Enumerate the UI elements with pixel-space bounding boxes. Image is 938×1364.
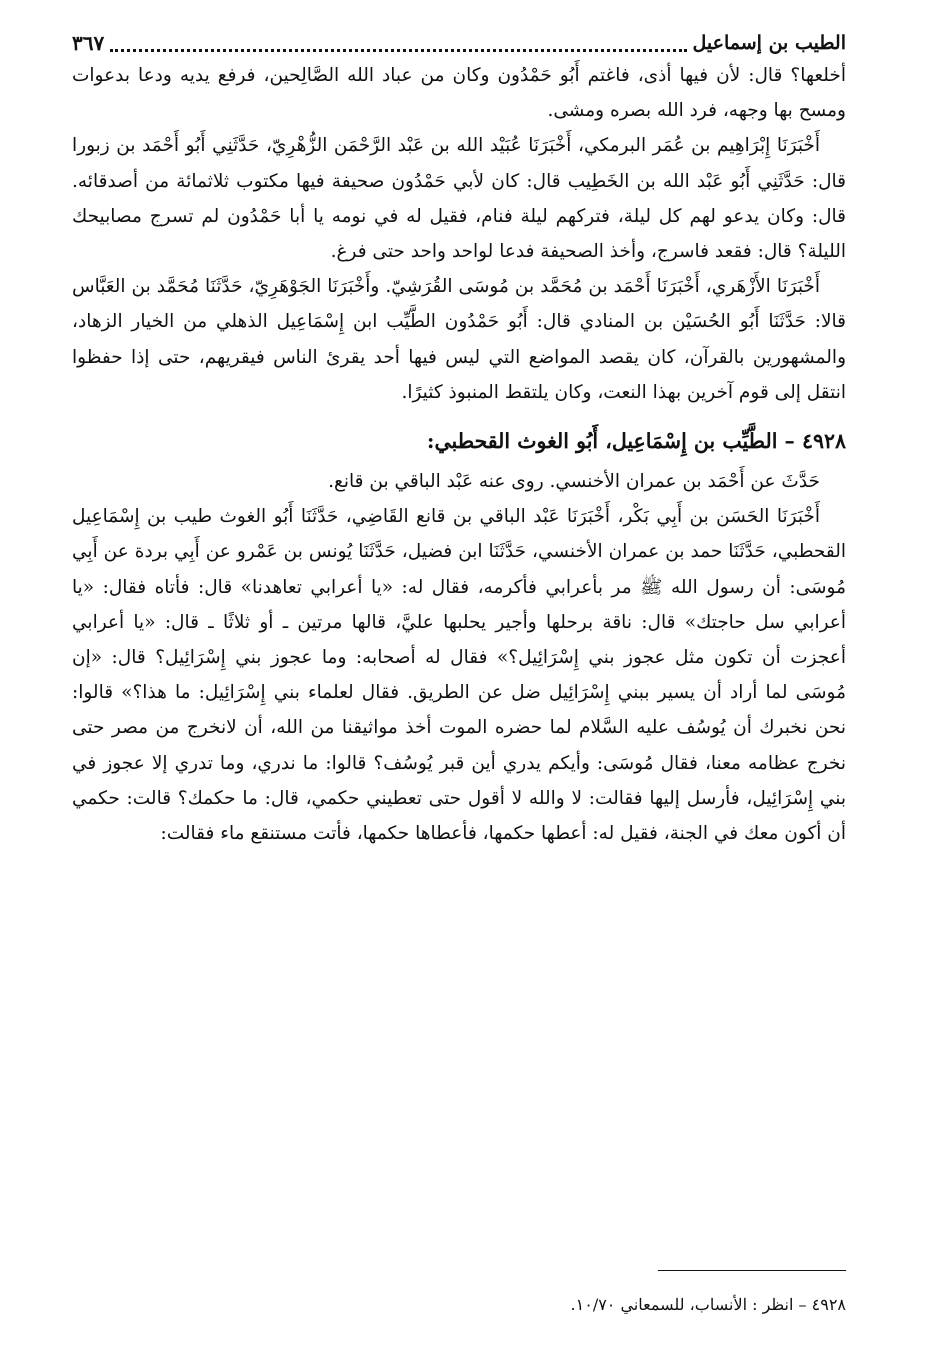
paragraph-continuation: أخلعها؟ قال: لأن فيها أذى، فاغتم أَبُو حَمْدُون وكان من عباد الله الصَّالِحين، فرفع يديه ودعا بدعوات ومسح بها وجهه، فرد الله بصره ومشى. [72,65,846,122]
entry-paragraph-narration: حَدَّثَ عن أَحْمَد بن عمران الأخنسي. روى عنه عَبْد الباقي بن قانع. [328,471,820,493]
entry-heading: ٤٩٢٨ – الطَّيِّب بن إِسْمَاعِيل، أَبُو الغوث القحطبي: [426,429,846,454]
running-head [72,26,846,58]
paragraph-hamdun-sahifa: أَخْبَرَنَا إِبْرَاهِيم بن عُمَر البرمكي، أَخْبَرَنَا عُبَيْد الله بن عَبْد الرَّحْمَن الزُّهْرِيّ، حَدَّثَنِي أَبُو أَحْمَد بن زبورا قال: حَدَّثَنِي أَبُو عَبْد الله بن الخَطِيب قال: كان لأبي حَمْدُون صحيفة فيها مكتوب ثلاثمائة من أصدقائه. قال: وكان يدعو لهم كل ليلة، فتركهم ليلة فنام، فقيل له في نومه يا أبا حَمْدُون لم تسرج مصابيحك الليلة؟ قال: فقعد فاسرج، وأخذ الصحيفة فدعا لواحد واحد حتى فرغ. [72,135,846,263]
paragraph-hamdun-biography: أَخْبَرَنَا الأَزْهَري، أَخْبَرَنَا أَحْمَد بن مُحَمَّد بن مُوسَى القُرَشِيّ. وأَخْبَرَنَا الجَوْهَرِيّ، حَدَّثَنَا مُحَمَّد بن العَبَّاس قالا: حَدَّثَنَا أَبُو الحُسَيْن بن المنادي قال: أَبُو حَمْدُون الطَّيِّب ابن إِسْمَاعِيل الذهلي من الخيار الزهاد، والمشهورين بالقرآن، كان يقصد المواضع التي ليس فيها أحد يقرئ الناس فيقريهم، حتى إذا حفظوا انتقل إلى قوم آخرين بهذا النعت، وكان يلتقط المنبوذ كثيرًا. [72,276,846,403]
page-number: ٣٦٧ [72,31,105,55]
page-body [72,58,846,851]
entry-paragraph-hadith: أَخْبَرَنَا الحَسَن بن أَبِي بَكْر، أَخْبَرَنَا عَبْد الباقي بن قانع القَاضِي، حَدَّثَنَا أَبُو الغوث طيب بن إِسْمَاعِيل القحطبي، حَدَّثَنَا حمد بن عمران الأخنسي، حَدَّثَنَا ابن فضيل، حَدَّثَنَا يُونس بن عَمْرو عن أَبِي بردة عن أَبِي مُوسَى: أن رسول الله ﷺ مر بأعرابي فأكرمه، فقال له: «يا أعرابي تعاهدنا» قال: فأتاه فقال: «يا أعرابي سل حاجتك» قال: ناقة برحلها وأجير يحلبها عليَّ، قالها مرتين ـ أو ثلاثًا ـ قال: «يا أعرابي أعجزت أن تكون مثل عجوز بني إِسْرَائِيل؟» فقال له أصحابه: وما عجوز بني إِسْرَائِيل؟ قال: «إن مُوسَى لما أراد أن يسير ببني إِسْرَائِيل ضل عن الطريق. فقال لعلماء بني إِسْرَائِيل: ما هذا؟» قالوا: نحن نخبرك أن يُوسُف عليه السَّلام لما حضره الموت أخذ مواثيقنا من الله، أن لانخرج من مصر حتى نخرج عظامه معنا، فقال مُوسَى: وأيكم يدري أين قبر يُوسُف؟ قالوا: ما ندري، وما تدري إلا عجوز في بني إِسْرَائِيل، فأرسل إليها فقالت: لا والله لا أقول حتى تعطيني حكمي، قال: ما حكمك؟ قالت: حكمي أن أكون معك في الجنة، فقيل له: أعطها حكمها، فأعطاها حكمها، فأتت مستنقع ماء فقالت: [72,506,846,845]
running-head-leader-dots [110,48,686,52]
footnote-separator [658,1270,846,1271]
footnote: ٤٩٢٨ – انظر : الأنساب، للسمعاني ١٠/٧٠. [570,1295,846,1314]
book-page [72,26,846,1364]
running-head-title: الطيب بن إسماعيل [692,32,846,54]
